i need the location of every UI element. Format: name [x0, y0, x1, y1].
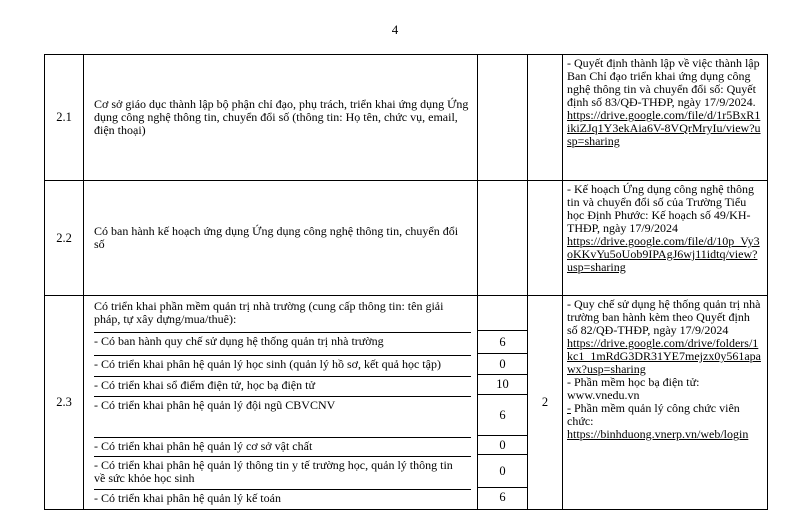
evidence-link[interactable]: https://drive.google.com/file/d/10p_Vy3oKKvYu5oUob9IPAgJ6wj11idtq/view?usp=sharing: [567, 234, 760, 274]
evidence-link[interactable]: https://drive.google.com/drive/folders/1kc1_1mRdG3DR31YE7mejzx0y561apawx?usp=sharing: [567, 336, 761, 376]
evidence-dash: -: [567, 401, 571, 415]
subitem-label: - Có triển khai phân hệ quản lý đội ngũ CBVCNV: [94, 397, 471, 438]
subitem-label: - Có triển khai phân hệ quản lý kế toán: [94, 491, 281, 505]
evidence-cell: [563, 181, 768, 296]
evidence-text: - Quy chế sử dụng hệ thống quản trị nhà trường ban hành kèm theo Quyết định số 82/QĐ-THĐP, ngày 17/9/2024: [567, 297, 761, 337]
table-row: [45, 181, 768, 296]
evidence-text: Phần mềm quản lý công chức viên chức:: [567, 401, 740, 428]
subitem-label: - Có triển khai phân hệ quản lý cơ sở vật chất: [94, 438, 471, 457]
criteria-table: [44, 54, 768, 510]
subitem-label: - Có triển khai phân hệ quản lý thông tin y tế trường học, quản lý thông tin về sức khỏe học sinh: [94, 457, 471, 490]
criterion-description: [84, 296, 478, 510]
intro-value-blank: [478, 296, 527, 331]
evidence-text: - Quyết định thành lập về việc thành lập Ban Chỉ đạo triển khai ứng dụng công nghệ thông tin và chuyển đổi số: Quyết định số 83/QĐ-THĐP, ngày 17/9/2024.: [567, 56, 760, 109]
row-number: 2.1: [45, 55, 84, 181]
row-number: 2.2: [45, 181, 84, 296]
subitem-label: - Có ban hành quy chế sử dụng hệ thống quản trị nhà trường: [94, 333, 471, 356]
score-cell: 2: [528, 296, 563, 510]
value-cell: [478, 296, 528, 510]
subitem-value: 0: [478, 436, 527, 455]
subitem-value: 0: [478, 455, 527, 488]
page-number: 4: [391, 22, 399, 37]
value-cell: [478, 181, 528, 296]
subitem-value: 6: [478, 331, 527, 354]
table-row: [45, 55, 768, 181]
criterion-intro: Có triển khai phần mềm quản trị nhà trường (cung cấp thông tin: tên giải pháp, tự xây dựng/mua/thuê):: [94, 298, 471, 333]
subitem-value: 0: [478, 354, 527, 375]
evidence-link[interactable]: https://drive.google.com/file/d/1r5BxR1ikiZJq1Y3ekAia6V-8VQrMryIu/view?usp=sharing: [567, 108, 761, 148]
evidence-cell: [563, 296, 768, 510]
criterion-description: Cơ sở giáo dục thành lập bộ phận chỉ đạo, phụ trách, triển khai ứng dụng Ứng dụng công nghệ thông tin, chuyển đổi số (thông tin: Họ tên, chức vụ, email, điện thoại): [84, 55, 478, 181]
evidence-text: - Phần mềm học bạ điện tử:: [567, 375, 700, 389]
evidence-text: www.vnedu.vn: [567, 388, 640, 402]
evidence-cell: [563, 55, 768, 181]
subitem-label: - Có triển khai phân hệ quản lý học sinh (quản lý hồ sơ, kết quả học tập): [94, 356, 471, 377]
row-number: 2.3: [45, 296, 84, 510]
evidence-link[interactable]: https://binhduong.vnerp.vn/web/login: [567, 427, 749, 441]
subitem-value: 10: [478, 375, 527, 395]
subitem-value: 6: [478, 395, 527, 436]
score-cell: [528, 181, 563, 296]
criterion-description: Có ban hành kế hoạch ứng dụng Ứng dụng công nghệ thông tin, chuyển đổi số: [84, 181, 478, 296]
evidence-text: - Kế hoạch Ứng dụng công nghệ thông tin và chuyển đổi số của Trường Tiểu học Định Phước: Kế hoạch số 49/KH-THĐP, ngày 17/9/2024: [567, 182, 754, 235]
table-row: [45, 296, 768, 510]
score-cell: [528, 55, 563, 181]
subitem-value: 6: [499, 490, 506, 504]
subitem-label: - Có triển khai sổ điểm điện tử, học bạ điện tử: [94, 377, 471, 397]
value-cell: [478, 55, 528, 181]
